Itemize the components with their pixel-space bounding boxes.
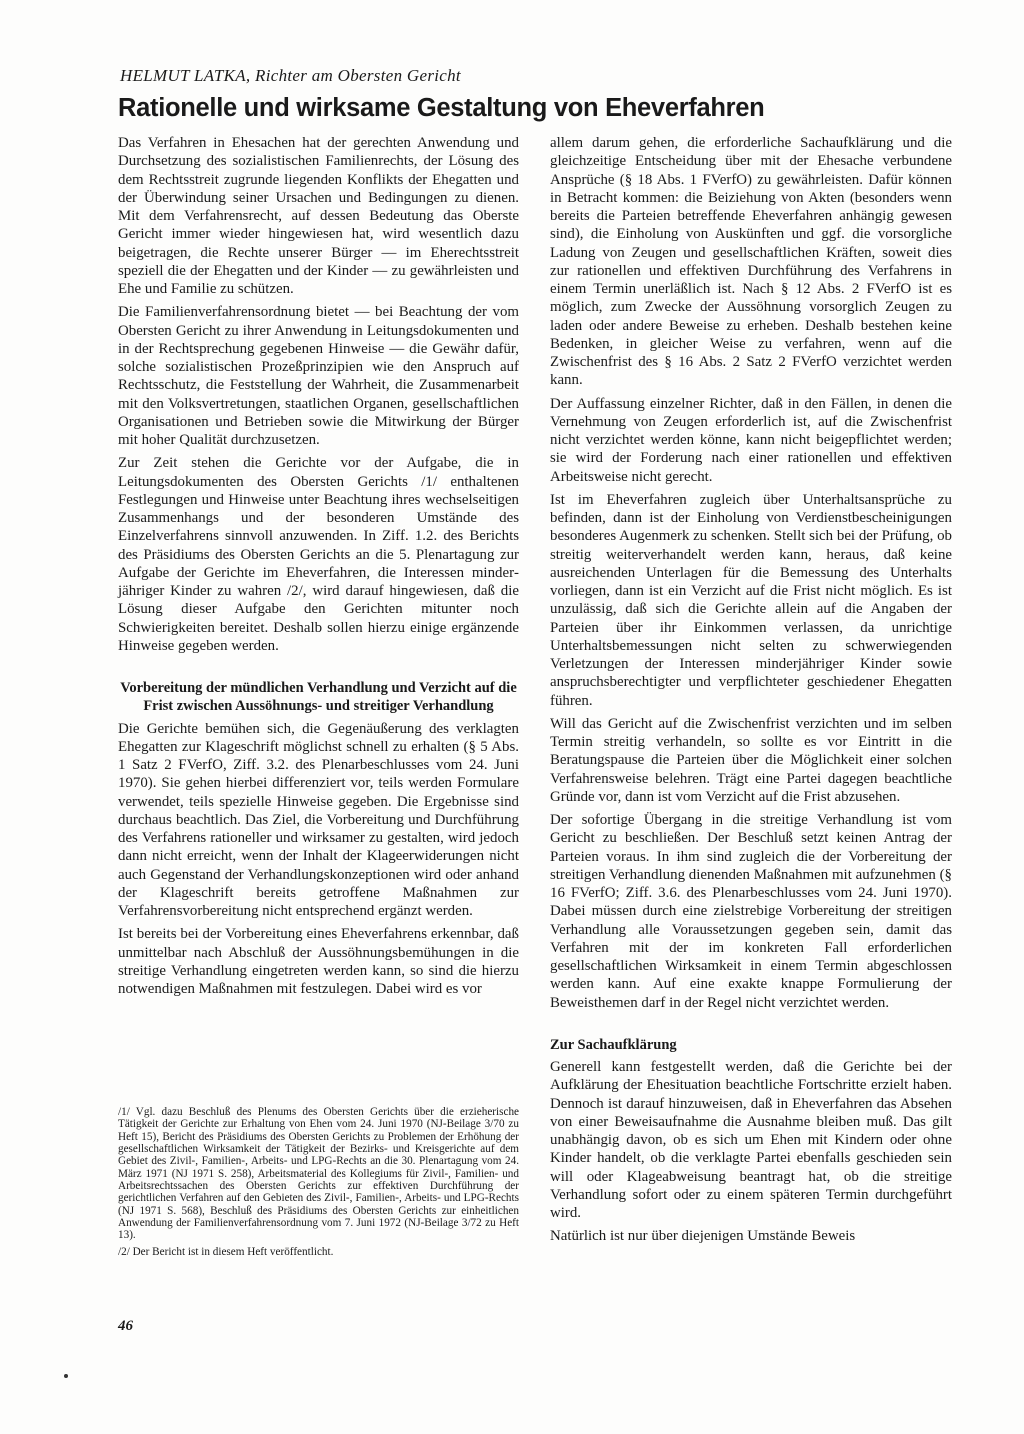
paragraph: Die Familienverfahrensordnung bietet — bei Beachtung der vom Obersten Gericht zu ihrer Anwendung in Leitungsdokumenten und in der Rechtsprechung gegebenen Hinweise — die Gewähr dafür, solche sozialistischen Prozeßprinzipien wie den Anspruch auf Rechtsschutz, die Feststellung der Wahrheit, die Zusammenarbeit mit den Volksvertretungen, staatlichen Organen, gesellschaftlichen Organisationen und Betrieben sowie die Mitwirkung der Bürger mit hoher Qualität durchzusetzen. bbox=[118, 304, 519, 448]
author-byline: HELMUT LATKA, Richter am Obersten Gericht bbox=[120, 66, 461, 85]
scan-dot bbox=[64, 1374, 68, 1378]
paragraph: Natürlich ist nur über diejenigen Umstände Beweis bbox=[550, 1228, 856, 1245]
footnote-1: /1/ Vgl. dazu Beschluß des Plenums des Obersten Gerichts über die erzieherische Tätigkeit der Gerichte zur Erhaltung von Ehen vom 24. Juni 1970 (NJ-Beilage 3/70 zu Heft 15), Bericht des Präsidiums des Obersten Gerichts zu Problemen der Erhöhung der gesellschaftlichen Wirksamkeit der Tätigkeit der Bezirks- und Kreisgerichte auf dem Gebiet des Zivil-, Familien-, Arbeits- und LPG-Rechts an die 30. Plenartagung vom 24. März 1971 (NJ 1971 S. 258), Arbeitsmaterial des Kollegiums für Zivil-, Familien- und Arbeitsrechtssachen des Obersten Gerichts zur effektiven Durchführung der gerichtlichen Verfahren auf den Gebieten des Zivil-, Familien-, Arbeits- und LPG-Rechts (NJ 1971 S. 568), Beschluß des Präsidiums des Obersten Gerichts zur einheitlichen Anwendung der Familienverfahrensordnung vom 7. Juni 1972 (NJ-Beilage 3/72 zu Heft 13). bbox=[118, 1106, 519, 1242]
section-heading: Zur Sachaufklärung bbox=[550, 1036, 677, 1053]
footnote-2: /2/ Der Bericht ist in diesem Heft veröffentlicht. bbox=[118, 1245, 334, 1258]
paragraph: Der sofortige Übergang in die streitige Verhandlung ist vom Gericht zu beschließen. Der Beschluß setzt keinen Antrag der Parteien voraus. In ihm sind zugleich die der Vorbereitung der streitigen Verhandlung dienenden Maßnahmen mit aufzunehmen (§ 16 FVerfO; Ziff. 3.6. des Plenarbeschlusses vom 24. Juni 1970). Dabei müssen durch eine zielstrebige Vorbereitung der streitigen Verhandlung alle Voraussetzungen gegeben sein, damit das Verfahren mit der im konkreten Fall erforderlichen gesellschaftlichen Wirksamkeit in einem Termin abgeschlossen werden kann. Auf eine exakte knappe Formulierung der Beweisthemen darf in der Regel nicht verzichtet werden. bbox=[550, 812, 952, 1011]
paragraph: Das Verfahren in Ehesachen hat der gerechten Anwendung und Durchsetzung des sozialistischen Familienrechts, der Lösung des dem Rechtsstreit zugrunde liegenden Konflikts der Ehegatten und der Überwindung seiner Ursachen und Bedingungen zu dienen. Mit dem Verfahrensrecht, auf dessen Bedeutung das Oberste Gericht immer wieder hingewiesen hat, wird wesentlich dazu beigetragen, die Rechte unserer Bürger — im Eherechtsstreit speziell die der Ehegatten und der Kinder — zu gewährleisten und Ehe und Familie zu schützen. bbox=[118, 135, 519, 297]
left-column bbox=[118, 134, 519, 1003]
article-title: Rationelle und wirksame Gestaltung von Eheverfahren bbox=[118, 94, 765, 122]
paragraph: Ist bereits bei der Vorbereitung eines Eheverfahrens erkennbar, daß unmittelbar nach Abschluß der Aussöhnungsbemühungen in die streitige Verhandlung eingetreten werden kann, so sind die hierzu notwendigen Maßnahmen mit festzulegen. Dabei wird es vor bbox=[118, 926, 519, 997]
section-heading: Vorbereitung der mündlichen Verhandlung und Verzicht auf die Frist zwischen Aussöhnungs- und streitiger Verhandlung bbox=[120, 680, 517, 715]
paragraph: Zur Zeit stehen die Gerichte vor der Aufgabe, die in Leitungsdokumenten des Obersten Gerichts /1/ enthaltenen Festlegungen und Hinweise unter Beachtung ihres wechselseitigen Zusammenhangs und der besonderen Umstände des Einzelverfahrens sinnvoll anzuwenden. In Ziff. 1.2. des Berichts des Präsidiums des Obersten Gerichts an die 5. Plenartagung zur Aufgabe der Gerichte im Eheverfahren, die Interessen minderjähriger Kinder zu wahren /2/, wird darauf hingewiesen, daß die Lösung dieser Aufgabe den Gerichten mitunter noch Schwierigkeiten bereitet. Deshalb sollen hierzu einige ergänzende Hinweise gegeben werden. bbox=[118, 455, 519, 654]
paragraph: allem darum gehen, die erforderliche Sachaufklärung und die gleichzeitige Entscheidung über mit der Ehesache verbundene Ansprüche (§ 18 Abs. 1 FVerfO) zu gewährleisten. Dafür können in Betracht kommen: die Beiziehung von Akten (besonders wenn bereits die Parteien betreffende Eheverfahren anhängig gewesen sind), die Einholung von Auskünften und ggf. die vorsorgliche Ladung von Zeugen und gesellschaftlichen Kräften, soweit dies zur rationellen und effektiven Durchführung des Verfahrens in einem Termin unerläßlich ist. Nach § 12 Abs. 2 FVerfO ist es möglich, zum Zwecke der Aussöhnung vorsorglich Zeugen zu laden oder andere Beweise zu erheben. Deshalb bestehen keine Bedenken, in gleicher Weise zu verfahren, wenn auf die Zwischenfrist des § 16 Abs. 2 Satz 2 FVerfO verzichtet werden kann. bbox=[550, 135, 952, 389]
paragraph: Der Auffassung einzelner Richter, daß in den Fällen, in denen die Vernehmung von Zeugen erforderlich ist, auf die Zwischenfrist nicht verzichtet werden könne, kann nicht beigepflichtet werden; sie wird der Forderung nach einer rationellen und effektiven Arbeitsweise nicht gerecht. bbox=[550, 395, 952, 485]
paragraph: Will das Gericht auf die Zwischenfrist verzichten und im selben Termin streitig verhandeln, so sollte es vor Eintritt in die Beratungspause die Parteien über die Möglichkeit einer solchen Verfahrensweise belehren. Trägt eine Partei dagegen beachtliche Gründe vor, dann ist vom Verzicht auf die Frist abzusehen. bbox=[550, 715, 952, 805]
right-column bbox=[550, 134, 952, 1251]
page-number: 46 bbox=[118, 1318, 133, 1334]
footnotes bbox=[118, 1106, 519, 1262]
paragraph: Generell kann festgestellt werden, daß die Gerichte bei der Aufklärung der Ehesituation beachtliche Fortschritte erzielt haben. Dennoch ist darauf hinzuweisen, daß in Eheverfahren das Absehen von einer Beweisaufnahme die Ausnahme bleiben muß. Das gilt unabhängig davon, ob es sich um Ehen mit Kindern oder ohne Kinder handelt, ob die verklagte Partei ebenfalls geschieden sein will oder Klageabweisung beantragt hat, ob die streitige Verhandlung sofort oder zu einem späteren Termin durchgeführt wird. bbox=[550, 1059, 952, 1221]
paragraph: Die Gerichte bemühen sich, die Gegenäußerung des verklagten Ehegatten zur Klageschrift möglichst schnell zu erhalten (§ 5 Abs. 1 Satz 2 FVerfO, Ziff. 3.2. des Plenarbeschlusses vom 24. Juni 1970). Sie gehen hierbei differenziert vor, teils werden Formulare verwendet, teils spezielle Hinweise gegeben. Die Ergebnisse sind durchaus beachtlich. Das Ziel, die Vorbereitung und Durchführung des Verfahrens rationeller und wirksamer zu gestalten, wird jedoch dann nicht erreicht, wenn der Inhalt der Klageerwiderungen nicht auch Gegenstand der Verhandlungskonzeptionen wird oder anhand der Klageschrift bereits getroffene Maßnahmen zur Verfahrensvorbereitung nicht entsprechend ergänzt werden. bbox=[118, 720, 519, 919]
paragraph: Ist im Eheverfahren zugleich über Unterhaltsansprüche zu befinden, dann ist der Einholung von Verdienstbescheinigungen besonderes Augenmerk zu schenken. Stellt sich bei der Prüfung, ob streitig weiterverhandelt werden kann, heraus, daß keine ausreichenden Unterlagen für die Bemessung des Unterhalts vorliegen, dann ist ein Verzicht auf die Frist nicht möglich. Es ist unzulässig, daß sich die Gerichte allein auf die Angaben der Parteien über ihr Einkommen verlassen, da unrichtige Unterhaltsbemessungen nicht selten zu schwerwiegenden Verletzungen der Interessen minderjähriger Kinder sowie anspruchsberechtigter und verpflichteter geschiedener Ehegatten führen. bbox=[550, 491, 952, 709]
